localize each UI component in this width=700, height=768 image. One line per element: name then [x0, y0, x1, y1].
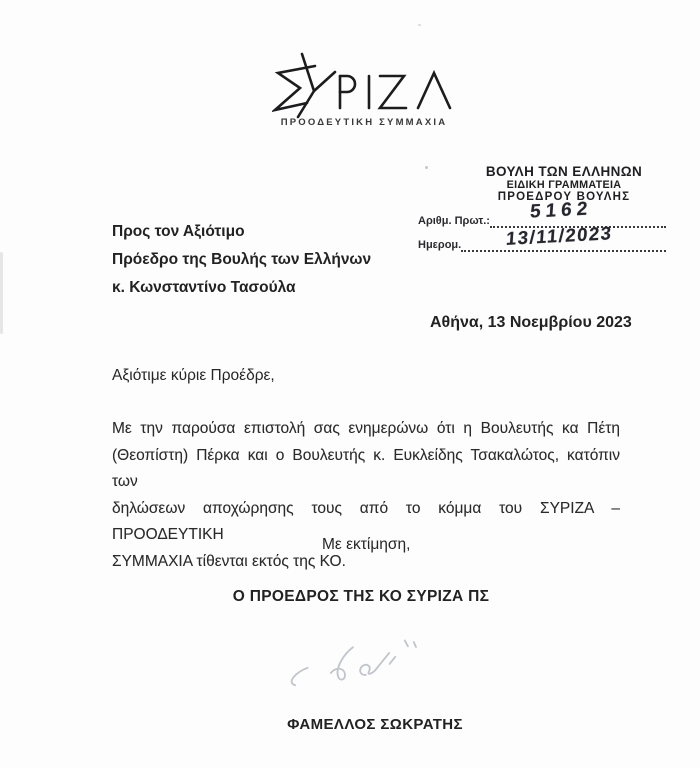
protocol-number-label: Αριθμ. Πρωτ.: [418, 215, 490, 227]
scan-speck [425, 166, 428, 169]
logo-subtitle: ΠΡΟΟΔΕΥΤΙΚΗ ΣΥΜΜΑΧΙΑ [280, 117, 448, 128]
recipient-line-1: Προς τον Αξιότιμο [112, 223, 245, 240]
body-line-4: ΣΥΜΜΑΧΙΑ τίθενται εκτός της ΚΟ. [112, 552, 346, 570]
place-date-line: Αθήνα, 13 Νοεμβρίου 2023 [430, 314, 632, 331]
body-line-1: Με την παρούσα επιστολή σας ενημερώνω ότι η Βουλευτής κα Πέτη [112, 420, 620, 437]
signatory-name: ΦΑΜΕΛΛΟΣ ΣΩΚΡΑΤΗΣ [287, 716, 463, 733]
syriza-star-wordmark-icon [272, 46, 457, 124]
protocol-number-handwritten: 5162 [529, 198, 594, 223]
handwritten-signature [277, 631, 445, 724]
stamp-org-line1: ΒΟΥΛΗ ΤΩΝ ΕΛΛΗΝΩΝ [485, 163, 643, 180]
signature-scribble-icon [277, 631, 445, 719]
recipient-line-3: κ. Κωνσταντίνο Τασούλα [112, 279, 296, 296]
scan-edge-streak [0, 252, 3, 334]
scan-speck [418, 24, 421, 26]
stamp-org-line2: ΕΙΔΙΚΗ ΓΡΑΜΜΑΤΕΙΑ [506, 179, 622, 191]
stamp-header [464, 164, 664, 204]
stamp-date-handwritten: 13/11/2023 [505, 222, 614, 249]
stamp-org-line3: ΠΡΟΕΔΡΟΥ ΒΟΥΛΗΣ [497, 191, 631, 203]
recipient-block [112, 218, 371, 302]
stamp-date-label: Ημερομ. [418, 239, 462, 251]
salutation: Αξιότιμε κύριε Προέδρε, [112, 367, 275, 384]
stamp-date-row [418, 222, 666, 252]
body-line-2: (Θεοπίστη) Πέρκα και ο Βουλευτής κ. Ευκλείδης Τσακαλώτος, κατόπιν των [112, 446, 620, 490]
body-line-3: δηλώσεων αποχώρησης τους από το κόμμα του ΣΥΡΙΖΑ – ΠΡΟΟΔΕΥΤΙΚΗ [112, 499, 620, 543]
parliament-stamp [418, 164, 666, 252]
recipient-line-2: Πρόεδρο της Βουλής των Ελλήνων [112, 251, 372, 268]
valediction: Με εκτίμηση, [322, 536, 411, 553]
signatory-title: Ο ΠΡΟΕΔΡΟΣ ΤΗΣ ΚΟ ΣΥΡΙΖΑ ΠΣ [232, 588, 490, 605]
